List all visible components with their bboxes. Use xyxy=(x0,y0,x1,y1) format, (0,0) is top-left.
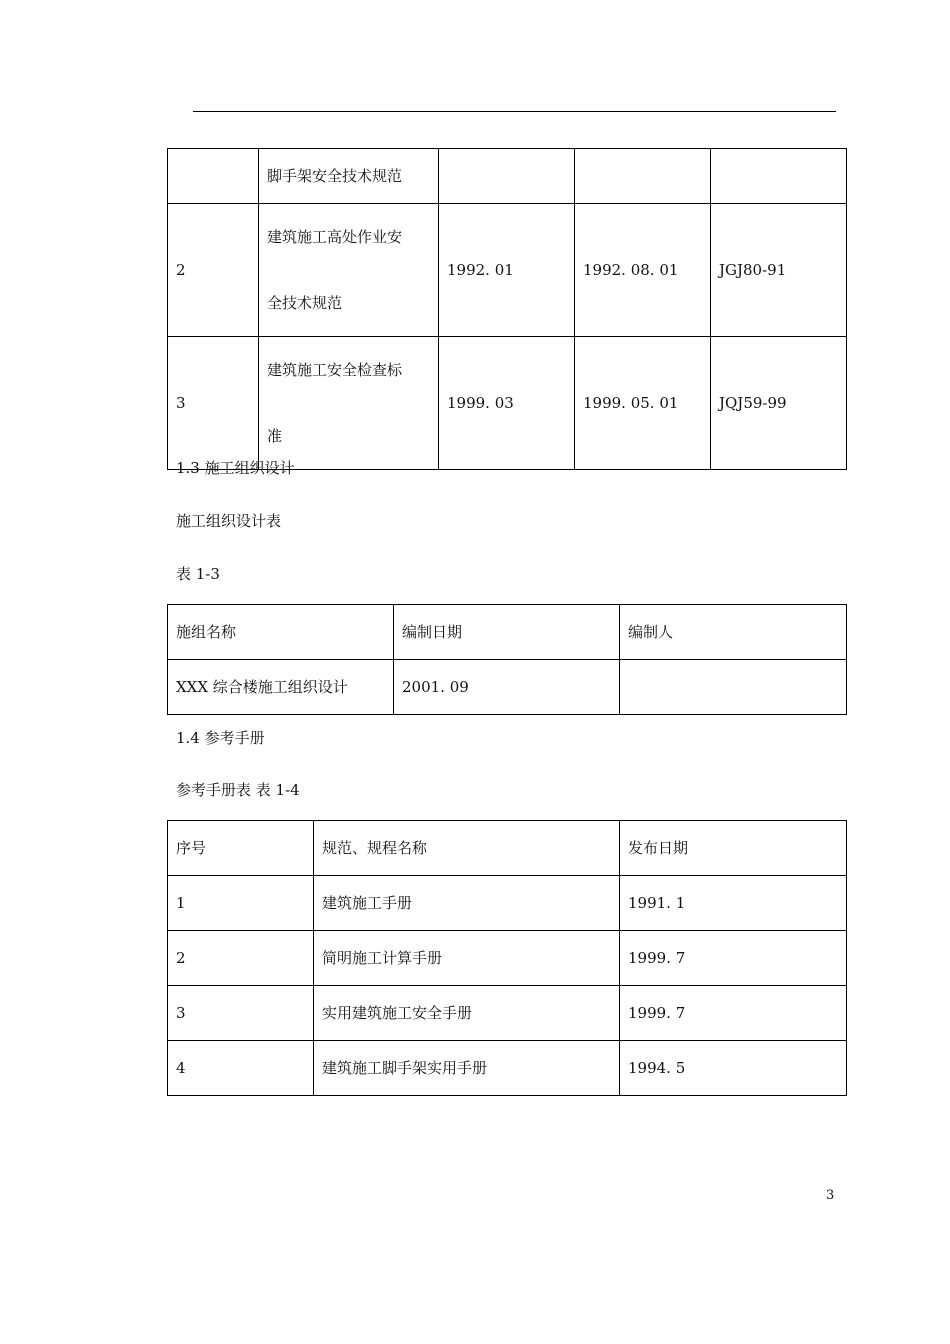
table-cell-code: JQJ59-99 xyxy=(711,337,847,470)
table-row xyxy=(168,986,847,1041)
table-cell-name xyxy=(259,337,439,470)
column-header: 编制日期 xyxy=(394,605,620,660)
table-cell: 4 xyxy=(168,1041,314,1096)
table-cell xyxy=(620,660,847,715)
table-cell: 1991. 1 xyxy=(620,876,847,931)
table-cell: 简明施工计算手册 xyxy=(314,931,620,986)
table-cell-approved: 1992. 01 xyxy=(439,204,575,337)
page-number: 3 xyxy=(826,1188,835,1203)
table-cell-code: JGJ80-91 xyxy=(711,204,847,337)
table-label-1-3: 表 1-3 xyxy=(176,565,220,583)
table-cell: 2 xyxy=(168,931,314,986)
standards-table xyxy=(167,148,847,470)
table-cell: 建筑施工脚手架实用手册 xyxy=(314,1041,620,1096)
manuals-table xyxy=(167,820,847,1096)
section-heading-1-3: 1.3 施工组织设计 xyxy=(176,459,295,477)
name-line-1: 建筑施工安全检查标 xyxy=(267,361,403,379)
table-cell-name xyxy=(259,204,439,337)
name-line-2: 全技术规范 xyxy=(267,294,343,312)
caption-manuals-table: 参考手册表 表 1-4 xyxy=(176,781,300,799)
table-cell-no xyxy=(168,149,259,204)
table-cell-no: 2 xyxy=(168,204,259,337)
table-row xyxy=(168,337,847,470)
table-cell: 实用建筑施工安全手册 xyxy=(314,986,620,1041)
column-header: 施组名称 xyxy=(168,605,394,660)
table-cell: 3 xyxy=(168,986,314,1041)
table-cell-approved xyxy=(439,149,575,204)
name-line-2: 准 xyxy=(267,427,283,445)
table-row xyxy=(168,1041,847,1096)
table-cell-effective xyxy=(575,149,711,204)
column-header: 规范、规程名称 xyxy=(314,821,620,876)
table-cell-code xyxy=(711,149,847,204)
table-cell-effective: 1999. 05. 01 xyxy=(575,337,711,470)
table-cell-approved: 1999. 03 xyxy=(439,337,575,470)
column-header: 序号 xyxy=(168,821,314,876)
table-cell: 建筑施工手册 xyxy=(314,876,620,931)
table-cell: 1 xyxy=(168,876,314,931)
table-cell: 1999. 7 xyxy=(620,931,847,986)
table-row xyxy=(168,660,847,715)
header-rule xyxy=(193,111,836,112)
table-cell: 1999. 7 xyxy=(620,986,847,1041)
column-header: 编制人 xyxy=(620,605,847,660)
table-row xyxy=(168,931,847,986)
table-cell-name: 脚手架安全技术规范 xyxy=(259,149,439,204)
table-row xyxy=(168,149,847,204)
table-row xyxy=(168,876,847,931)
name-line-1: 建筑施工高处作业安 xyxy=(267,228,403,246)
section-heading-1-4: 1.4 参考手册 xyxy=(176,729,265,747)
design-table xyxy=(167,604,847,715)
table-cell-effective: 1992. 08. 01 xyxy=(575,204,711,337)
table-cell: XXX 综合楼施工组织设计 xyxy=(168,660,394,715)
table-cell-no: 3 xyxy=(168,337,259,470)
column-header: 发布日期 xyxy=(620,821,847,876)
table-header-row xyxy=(168,605,847,660)
caption-design-table: 施工组织设计表 xyxy=(176,512,282,530)
table-cell: 2001. 09 xyxy=(394,660,620,715)
table-row xyxy=(168,204,847,337)
table-cell: 1994. 5 xyxy=(620,1041,847,1096)
table-header-row xyxy=(168,821,847,876)
